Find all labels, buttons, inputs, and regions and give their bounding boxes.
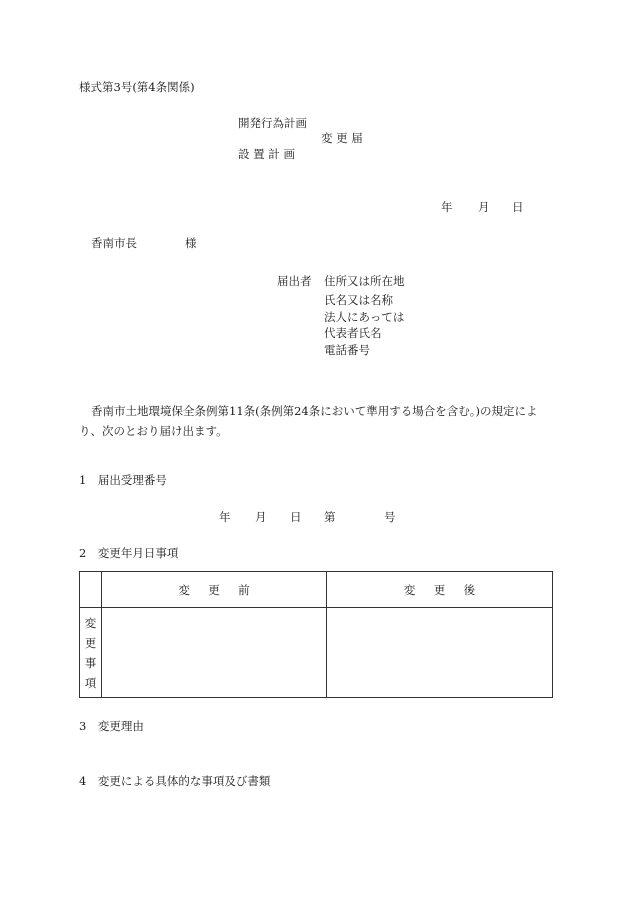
section-3-heading: 3 変更理由 bbox=[79, 719, 144, 733]
receipt-month: 月 bbox=[255, 510, 267, 524]
applicant-field-phone: 電話番号 bbox=[324, 343, 370, 357]
applicant-field-address: 住所又は所在地 bbox=[324, 274, 405, 288]
change-table bbox=[79, 571, 553, 698]
receipt-year: 年 bbox=[219, 510, 231, 524]
section-1-heading: 1 届出受理番号 bbox=[79, 473, 167, 487]
title-line-installation: 設 置 計 画 bbox=[238, 147, 295, 161]
change-table-header-row bbox=[80, 572, 553, 608]
receipt-go: 号 bbox=[384, 510, 396, 524]
applicant-field-corporate: 法人にあっては bbox=[324, 310, 405, 324]
applicant-field-representative: 代表者氏名 bbox=[324, 326, 382, 340]
date-year: 年 bbox=[441, 200, 453, 214]
change-before-header: 変更前 bbox=[102, 572, 327, 608]
change-items-label-cell bbox=[80, 608, 102, 698]
receipt-day: 日 bbox=[290, 510, 302, 524]
addressee-name: 香南市長 bbox=[91, 236, 137, 250]
change-after-header: 変更後 bbox=[327, 572, 553, 608]
change-table-corner-cell bbox=[80, 572, 102, 608]
date-month: 月 bbox=[478, 200, 490, 214]
statement-paragraph: 香南市土地環境保全条例第11条(条例第24条において準用する場合を含む。)の規定により、次のとおり届け出ます。 bbox=[79, 404, 538, 438]
title-line-development: 開発行為計画 bbox=[238, 116, 307, 130]
change-items-label: 変更事項 bbox=[84, 615, 97, 690]
form-number-label: 様式第3号(第4条関係) bbox=[79, 80, 195, 94]
change-before-cell[interactable] bbox=[102, 608, 327, 698]
receipt-dai: 第 bbox=[324, 510, 336, 524]
applicant-label: 届出者 bbox=[277, 274, 312, 288]
applicant-field-name: 氏名又は名称 bbox=[324, 293, 393, 307]
change-table-body-row bbox=[80, 608, 553, 698]
title-change-notice: 変 更 届 bbox=[321, 131, 363, 145]
section-4-heading: 4 変更による具体的な事項及び書類 bbox=[79, 774, 271, 788]
section-2-heading: 2 変更年月日事項 bbox=[79, 546, 179, 560]
addressee-honorific: 様 bbox=[185, 236, 197, 250]
date-day: 日 bbox=[512, 200, 524, 214]
change-after-cell[interactable] bbox=[327, 608, 553, 698]
